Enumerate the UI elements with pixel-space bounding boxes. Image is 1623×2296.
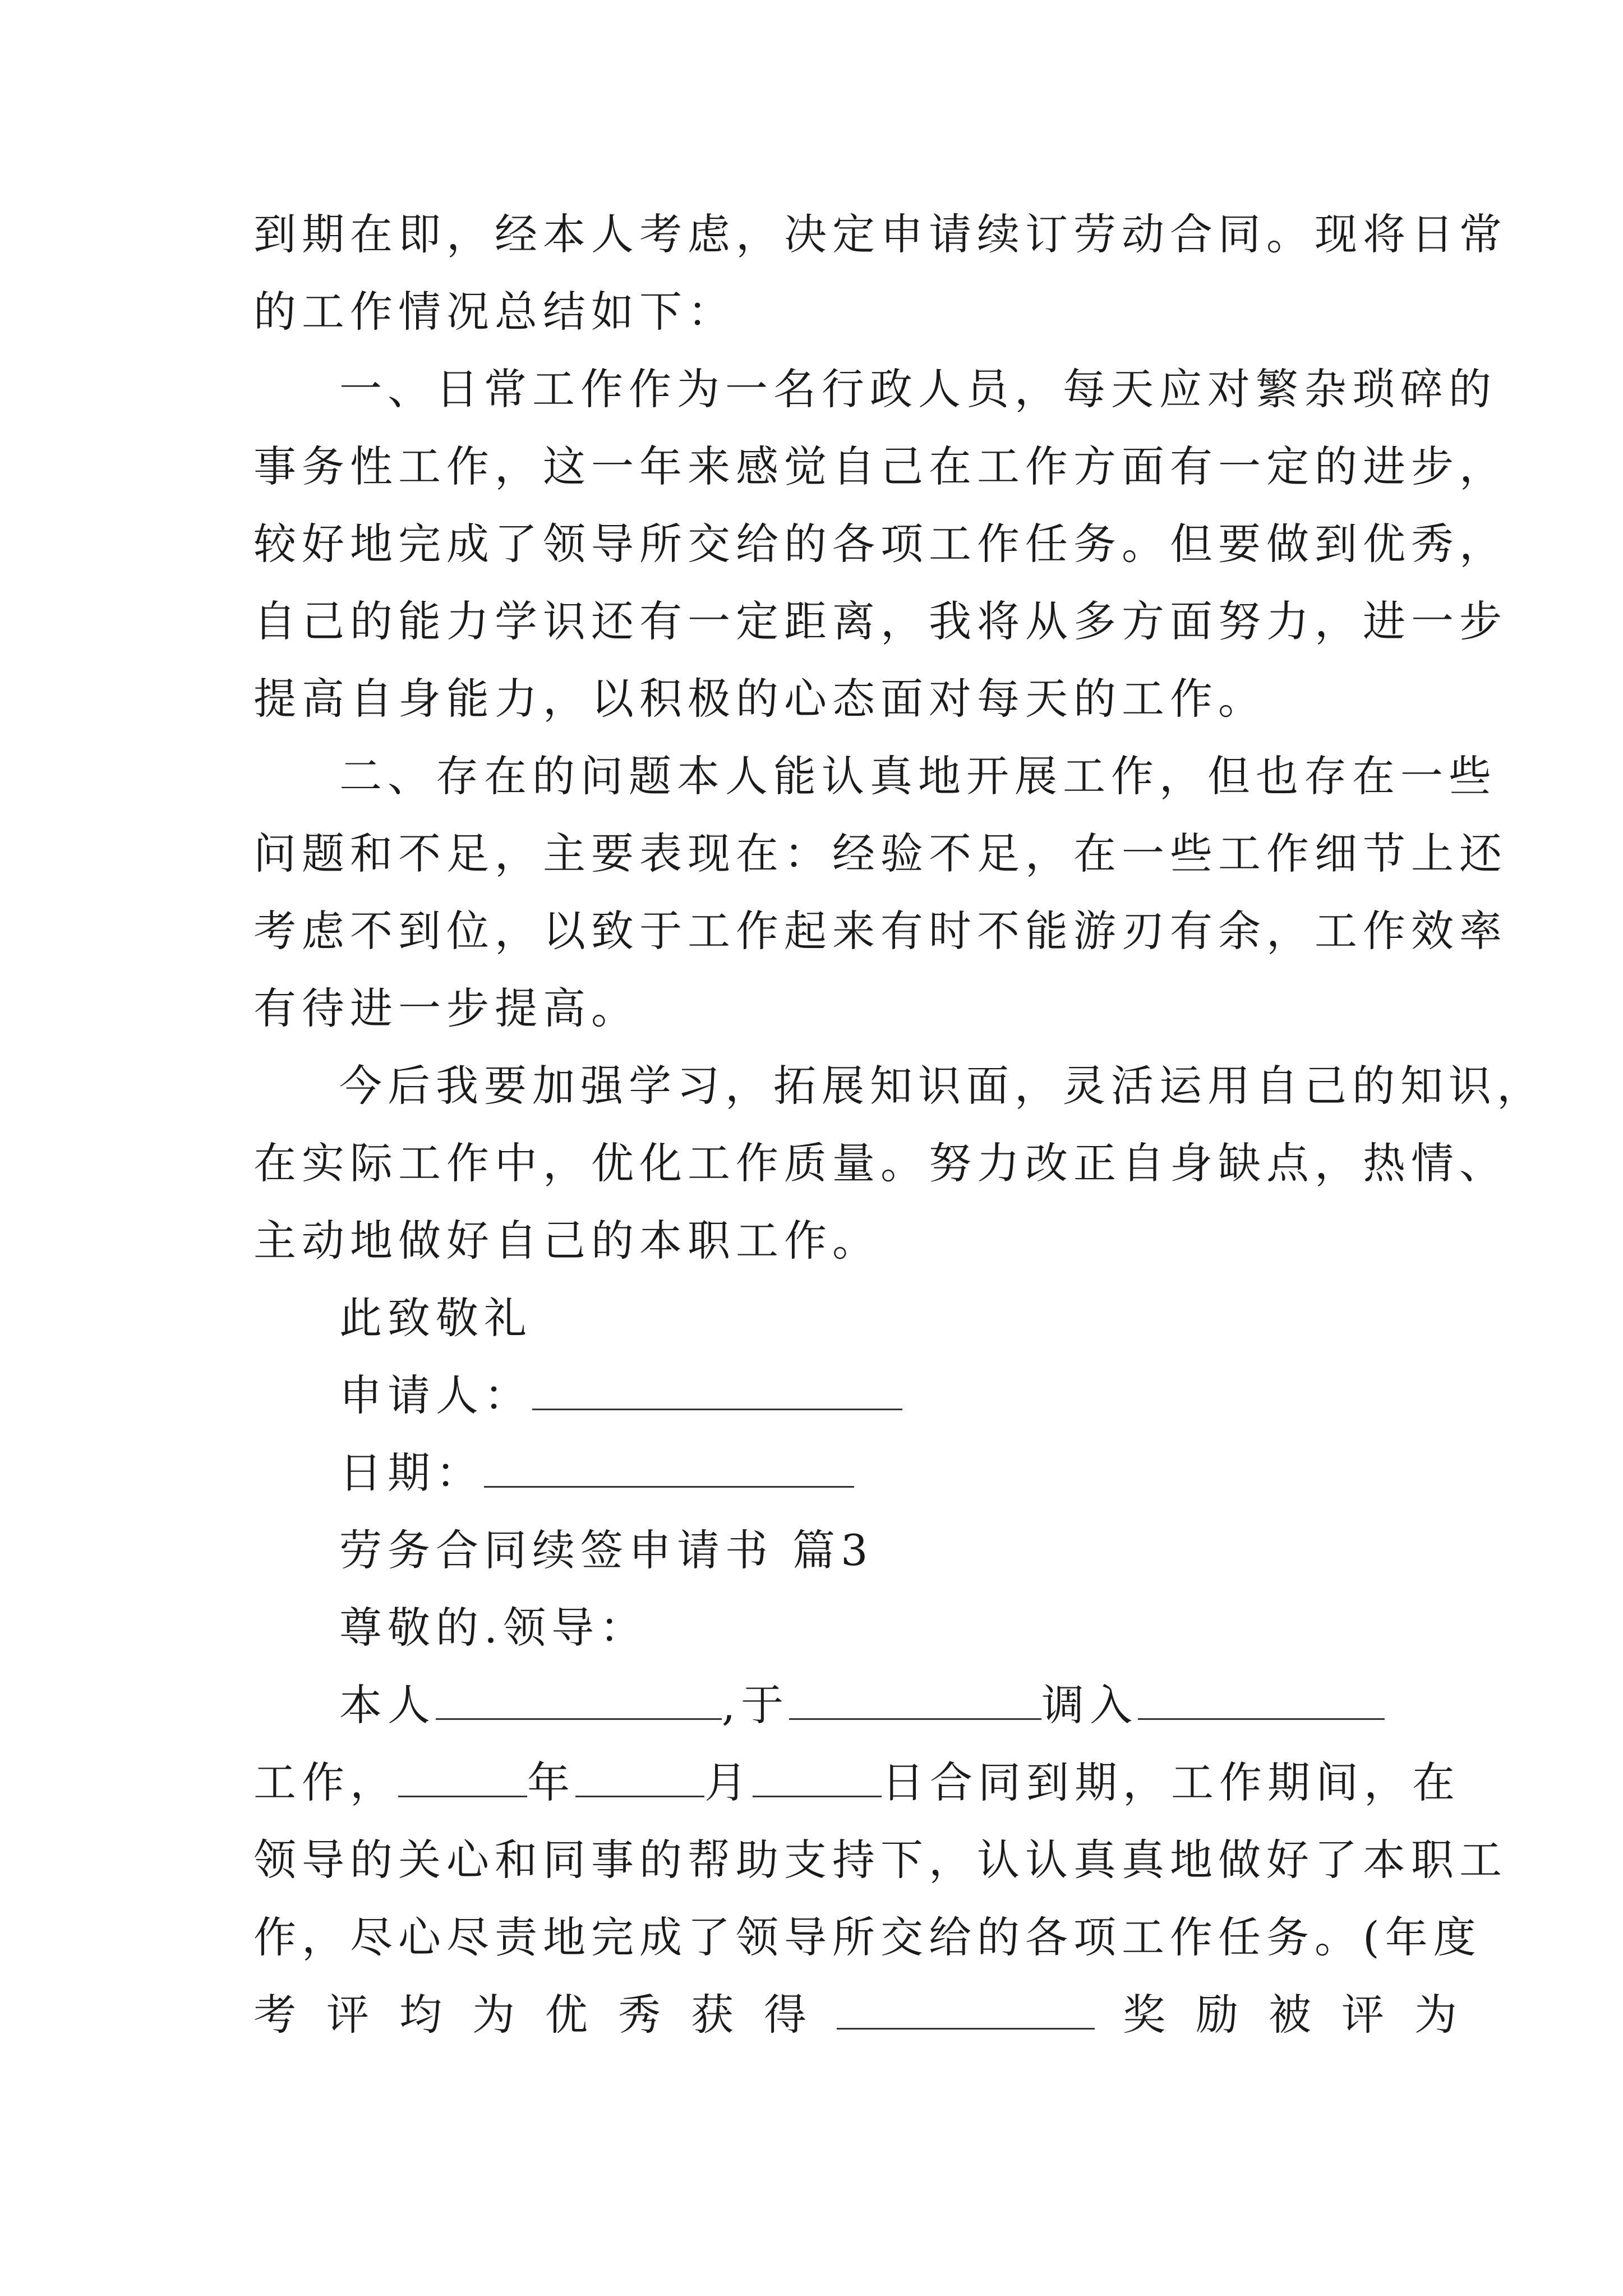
month-blank	[575, 1762, 704, 1797]
paragraph-line: 主动地做好自己的本职工作。	[253, 1216, 880, 1266]
paragraph-line: 自己的能力学识还有一定距离，我将从多方面努力，进一步	[253, 596, 1507, 646]
text-fragment: 工作，	[253, 1757, 398, 1807]
paragraph-line: 事务性工作，这一年来感觉自己在工作方面有一定的进步，	[253, 441, 1507, 491]
text-fragment: 年	[527, 1757, 575, 1807]
section-two-heading-line: 二、存在的问题本人能认真地开展工作，但也存在一些	[339, 751, 1497, 801]
paragraph-line: 领导的关心和同事的帮助支持下，认认真真地做好了本职工	[253, 1835, 1507, 1885]
name-blank	[436, 1685, 722, 1720]
paragraph-line: 问题和不足，主要表现在：经验不足，在一些工作细节上还	[253, 829, 1507, 878]
paragraph-line: 有待进一步提高。	[253, 983, 639, 1033]
award-blank	[837, 1994, 1095, 2030]
paragraph-line: 考虑不到位，以致于工作起来有时不能游刃有余，工作效率	[253, 906, 1507, 956]
paragraph-line: 在实际工作中，优化工作质量。努力改正自身缺点，热情、	[253, 1138, 1507, 1188]
date-line	[339, 1439, 1370, 1507]
paragraph-line: 到期在即，经本人考虑，决定申请续订劳动合同。现将日常	[253, 209, 1507, 259]
section-one-heading-line: 一、日常工作作为一名行政人员，每天应对繁杂琐碎的	[339, 364, 1497, 414]
text-fragment: 本人	[339, 1680, 436, 1730]
section-title: 劳务合同续签申请书 篇3	[339, 1525, 874, 1575]
greeting-line: 尊敬的.领导：	[339, 1603, 648, 1653]
text-fragment: ,于	[722, 1680, 790, 1730]
paragraph-line: 的工作情况总结如下：	[253, 287, 736, 337]
text-fragment: 调入	[1041, 1680, 1138, 1730]
fill-in-line	[339, 1672, 1370, 1739]
fill-in-line	[253, 1981, 1487, 2049]
text-fragment: 月	[704, 1757, 753, 1807]
applicant-blank	[532, 1375, 902, 1410]
applicant-label: 申请人：	[339, 1370, 532, 1420]
paragraph-line: 提高自身能力，以积极的心态面对每天的工作。	[253, 674, 1266, 724]
text-fragment: 奖励被评为	[1123, 1990, 1487, 2040]
text-fragment: 考评均为优秀获得	[253, 1990, 837, 2040]
closing-salutation: 此致敬礼	[339, 1293, 532, 1343]
department-blank	[1138, 1685, 1385, 1720]
paragraph-line: 较好地完成了领导所交给的各项工作任务。但要做到优秀，	[253, 519, 1507, 569]
year-blank	[398, 1762, 527, 1797]
date-label: 日期：	[339, 1448, 484, 1498]
text-fragment: 日合同到期，工作期间，在	[882, 1757, 1460, 1807]
day-blank	[753, 1762, 882, 1797]
paragraph-line: 今后我要加强学习，拓展知识面，灵活运用自己的知识，	[339, 1061, 1545, 1111]
date-blank	[484, 1452, 854, 1488]
date-blank	[789, 1685, 1041, 1720]
fill-in-line	[253, 1749, 1460, 1816]
paragraph-line: 作，尽心尽责地完成了领导所交给的各项工作任务。(年度	[253, 1912, 1482, 1962]
applicant-line	[339, 1362, 1370, 1429]
